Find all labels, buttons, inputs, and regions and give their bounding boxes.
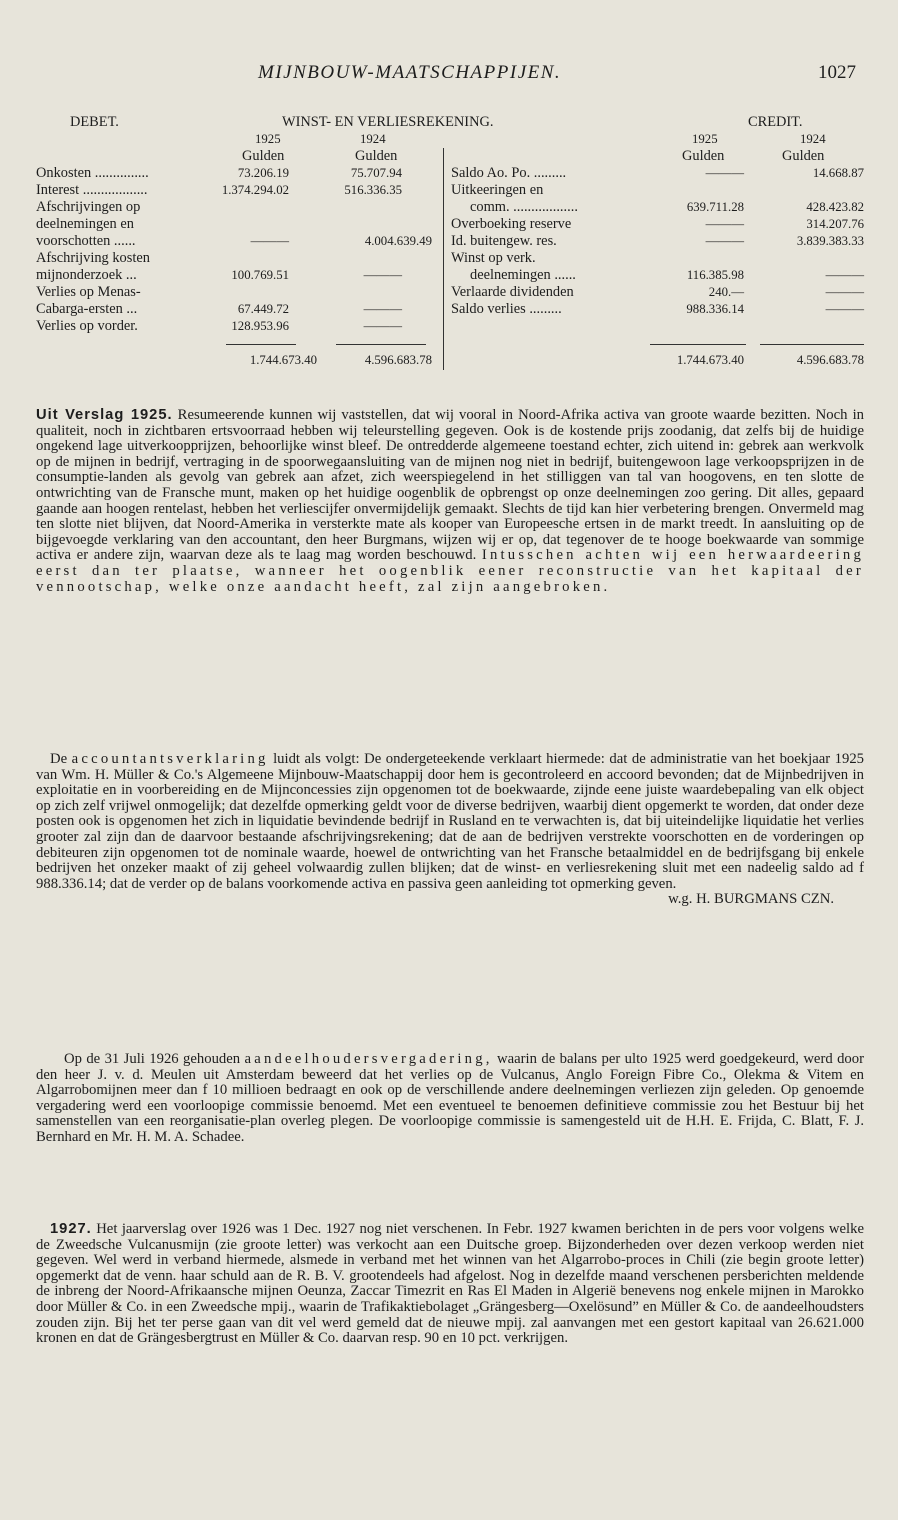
debit-total-1925: 1.744.673.40 bbox=[249, 353, 317, 367]
accountant-statement-term: accountantsverklaring bbox=[71, 751, 269, 767]
debit-row-label: Verlies op vorder. bbox=[36, 318, 138, 334]
debit-row-label: Cabarga-ersten ... bbox=[36, 301, 138, 317]
debit-year-1925: 1925 bbox=[255, 132, 281, 146]
credit-total-1925: 1.744.673.40 bbox=[676, 353, 744, 367]
credit-row-label: Id. buitengew. res. bbox=[451, 233, 557, 249]
debit-row-value-1925: ——— bbox=[250, 234, 289, 248]
debit-row-value-1925: 67.449.72 bbox=[237, 302, 289, 316]
section-1927-heading: 1927. bbox=[50, 1221, 92, 1237]
credit-row-value-1924: 3.839.383.33 bbox=[796, 234, 864, 248]
credit-row-label: Winst op verk. bbox=[451, 250, 536, 266]
debit-row-label: mijnonderzoek ... bbox=[36, 267, 137, 283]
debit-total-1924: 4.596.683.78 bbox=[364, 353, 432, 367]
credit-total-rule-1925 bbox=[650, 344, 746, 345]
meeting-text-start: Op de 31 Juli 1926 gehouden bbox=[64, 1051, 241, 1067]
credit-row-value-1924: 14.668.87 bbox=[812, 166, 864, 180]
running-title: MIJNBOUW-MAATSCHAPPIJEN. bbox=[258, 62, 562, 83]
credit-row-value-1925: ——— bbox=[705, 217, 744, 231]
credit-row-value-1924: ——— bbox=[825, 268, 864, 282]
debit-row-value-1924: ——— bbox=[363, 319, 402, 333]
credit-currency-1925: Gulden bbox=[682, 148, 725, 164]
credit-row-value-1925: 240.— bbox=[708, 285, 744, 299]
debit-year-1924: 1924 bbox=[360, 132, 386, 146]
debit-total-rule-1924 bbox=[336, 344, 426, 345]
debit-row-value-1925: 128.953.96 bbox=[231, 319, 289, 333]
debit-row-value-1925: 73.206.19 bbox=[237, 166, 289, 180]
debit-row-value-1924: 4.004.639.49 bbox=[364, 234, 432, 248]
debit-row-value-1925: 100.769.51 bbox=[231, 268, 289, 282]
credit-row-value-1925: ——— bbox=[705, 234, 744, 248]
accountant-statement-text: luidt als volgt: De ondergeteekende verklaart hiermede: dat de administratie van het boekjaar 1925 van Wm. H. Müller & Co.'s Algemeene Mijnbouw-Maatschappij door hem is gecontroleerd en accoord bevonden; dat de Mijnbedrijven in exploitatie en in voorbereiding en de Mijnconcessies zijn opgenomen tot de boekwaarde, zijnde eene juiste waardebepaling van elk object op zich zelf vrijwel onmogelijk; dat dezelfde opmerking geldt voor de diverse bedrijven, waarbij dient opgemerkt te worden, dat onder deze posten ook is opgenomen het zich in liquidatie bevindende bedrijf in Rusland en te verwachten is, dat bij uiteindelijke liquidatie het verlies grooter zal zijn dan de daarvoor bestaande afschrijvingsrekening; dat de aan de bedrijven verstrekte voorschotten en de vorderingen op debiteuren zijn opgenomen tot de nominale waarde, hoewel de ontwrichting van het Fransche betaalmiddel en de bedrijfsgang bij enkele bedrijven het onzeker maakt of zij geheel volwaardig zullen blijken; dat de winst- en verliesrekening sluit met een nadeelig saldo ad f 988.336.14; dat de verder op de balans voorkomende activa en passiva geen aanleiding tot opmerking geven. bbox=[36, 751, 865, 892]
credit-row-value-1925: 116.385.98 bbox=[686, 268, 744, 282]
accountant-signature: w.g. H. BURGMANS CZN. bbox=[668, 891, 834, 908]
credit-row-label: Overboeking reserve bbox=[451, 216, 572, 232]
credit-row-label: Verlaarde dividenden bbox=[451, 284, 574, 300]
statement-title: WINST- EN VERLIESREKENING. bbox=[282, 114, 494, 130]
credit-row-value-1924: ——— bbox=[825, 302, 864, 316]
page-number: 1027 bbox=[818, 62, 856, 83]
debit-currency-1924: Gulden bbox=[355, 148, 398, 164]
credit-label: CREDIT. bbox=[748, 114, 803, 130]
column-divider bbox=[443, 148, 444, 370]
debit-row-value-1924: 516.336.35 bbox=[344, 183, 402, 197]
debit-row-value-1924: ——— bbox=[363, 302, 402, 316]
credit-row-value-1925: ——— bbox=[705, 166, 744, 180]
report-1925-paragraph bbox=[36, 408, 864, 595]
credit-row-label: deelnemingen ...... bbox=[470, 267, 576, 283]
credit-row-value-1924: 314.207.76 bbox=[806, 217, 864, 231]
section-1927-paragraph bbox=[36, 1222, 864, 1347]
credit-row-value-1925: 639.711.28 bbox=[686, 200, 744, 214]
accountant-statement-lead: De bbox=[50, 751, 68, 767]
credit-row-value-1924: ——— bbox=[825, 285, 864, 299]
debit-row-label: Onkosten ............... bbox=[36, 165, 149, 181]
credit-currency-1924: Gulden bbox=[782, 148, 825, 164]
debit-row-label: voorschotten ...... bbox=[36, 233, 136, 249]
report-1925-text: Resumeerende kunnen wij vaststellen, dat wij vooral in Noord-Afrika activa van groote waarde bezitten. Noch in qualiteit, noch in zichtbaren ertsvoorraad hebben wij teleurstelling gegeven. Ook is de kostende prijs zoodanig, dat zelfs bij de huidige ongekend lage uitverkoopprijzen, behoorlijke winst bleef. De ontredderde algemeene toestand echter, zich uitend in: gebrek aan werkvolk op de mijnen in bedrijf, vertraging in de spoorwegaansluiting van de mijnen nog niet in bedrijf, buitengewoon lage verkoopsprijzen in de consumptie-landen als gevolg van gebrek aan afzet, zich weerspiegelend in het stilliggen van tal van hoogovens, en ten slotte de ontwrichting van de Fransche munt, maken op het huidige oogenblik de opbrengst op onze deelnemingen zoo gering. Dit alles, gepaard gaande aan hoogen rentelast, hebben het verliescijfer onvermijdelijk gemaakt. Slechts de tijd kan hier verbetering brengen. Onvermeld mag ten slotte niet blijven, dat Noord-Amerika in versterkte mate als kooper van Europeesche ertsen in de markt treedt. In aansluiting op de bijgevoegde verklaring van den accountant, den heer Burgmans, wijzen wij er op, dat tegenover de te hooge boekwaarde van sommige activa er andere zijn, waarvan deze als te laag mag worden beschouwd. bbox=[36, 407, 864, 564]
shareholders-meeting-paragraph bbox=[36, 1052, 864, 1146]
accountant-statement-paragraph bbox=[36, 752, 864, 908]
meeting-term: aandeelhoudersvergadering, bbox=[244, 1051, 493, 1067]
credit-year-1925: 1925 bbox=[692, 132, 718, 146]
debet-label: DEBET. bbox=[70, 114, 119, 130]
credit-total-1924: 4.596.683.78 bbox=[796, 353, 864, 367]
meeting-text: waarin de balans per ulto 1925 werd goedgekeurd, werd door den heer J. v. d. Meulen uit Amsterdam beweerd dat het verlies op de Vulcanus, Anglo Foreign Fibre Co., Olekma & Vitem en Algarrobomijnen meer dan f 10 millioen bedraagt en ook op de verschillende andere deelnemingen verliezen zijn geleden. Op genoemde vergadering werd een voorloopige commissie benoemd. Met een eventueel te benoemen definitieve commissie zou het Bestuur bij het samenstellen van een reorganisatie-plan overleg plegen. De voorloopige commissie is samengesteld uit de H.H. E. Frijda, C. Blatt, F. J. Bernhard en Mr. H. M. A. Schadee. bbox=[36, 1051, 864, 1145]
debit-row-label: Interest .................. bbox=[36, 182, 148, 198]
report-1925-revaluation: Intusschen achten wij een herwaardeering eerst dan ter plaatse, wanneer het oogenblik eener reconstructie van het kapitaal der vennootschap, welke onze aandacht heeft, zal zijn aangebroken. bbox=[36, 547, 865, 595]
credit-total-rule-1924 bbox=[760, 344, 864, 345]
profit-loss-statement bbox=[0, 0, 898, 380]
debit-row-label: Afschrijving kosten bbox=[36, 250, 150, 266]
debit-currency-1925: Gulden bbox=[242, 148, 285, 164]
section-1927-text: Het jaarverslag over 1926 was 1 Dec. 1927 nog niet verschenen. In Febr. 1927 kwamen berichten in de pers voor volgens welke de Zweedsche Vulcanusmijn (zie groote letter) was verkocht aan een Duitsche groep. Bijzonderheden over dezen verkoop werden niet gegeven. Wel werd in verband hiermede, alsmede in verband met het winnen van het Algarrobo-proces in Chili (zie begin groote letter) opgemerkt dat de venn. haar schuld aan de R. B. V. grootendeels had afgelost. Nog in dezelfde maand verschenen persberichten meldende de inbreng der Noord-Afrikaansche mijnen Oeunza, Zaccar Timezrit en Ras El Maden in Algerië benevens nog enkele mijnen in Marokko door Müller & Co. in een Zweedsche mpij., waarin de Trafikaktiebolaget „Grängesberg—Oxelösund” en Müller & Co. de aandeelhoudsters zouden zijn. Bij het ter perse gaan van dit vel werd gemeld dat de nieuwe mpij. zal aanvangen met een gestort kapitaal van 26.621.000 kronen en dat de Grängesbergtrust en Müller & Co. daarvan resp. 90 en 10 pct. verkrijgen. bbox=[36, 1221, 864, 1347]
credit-row-label: Saldo verlies ......... bbox=[451, 301, 562, 317]
debit-row-value-1925: 1.374.294.02 bbox=[221, 183, 289, 197]
credit-row-label: Uitkeeringen en bbox=[451, 182, 544, 198]
report-1925-heading: Uit Verslag 1925. bbox=[36, 407, 173, 423]
debit-row-label: Verlies op Menas- bbox=[36, 284, 141, 300]
credit-row-value-1924: 428.423.82 bbox=[806, 200, 864, 214]
debit-row-value-1924: 75.707.94 bbox=[350, 166, 402, 180]
credit-row-value-1925: 988.336.14 bbox=[686, 302, 744, 316]
credit-row-label: comm. .................. bbox=[470, 199, 578, 215]
debit-row-label: deelnemingen en bbox=[36, 216, 134, 232]
credit-row-label: Saldo Ao. Po. ......... bbox=[451, 165, 567, 181]
debit-total-rule-1925 bbox=[226, 344, 296, 345]
debit-row-value-1924: ——— bbox=[363, 268, 402, 282]
credit-year-1924: 1924 bbox=[800, 132, 826, 146]
debit-row-label: Afschrijvingen op bbox=[36, 199, 141, 215]
